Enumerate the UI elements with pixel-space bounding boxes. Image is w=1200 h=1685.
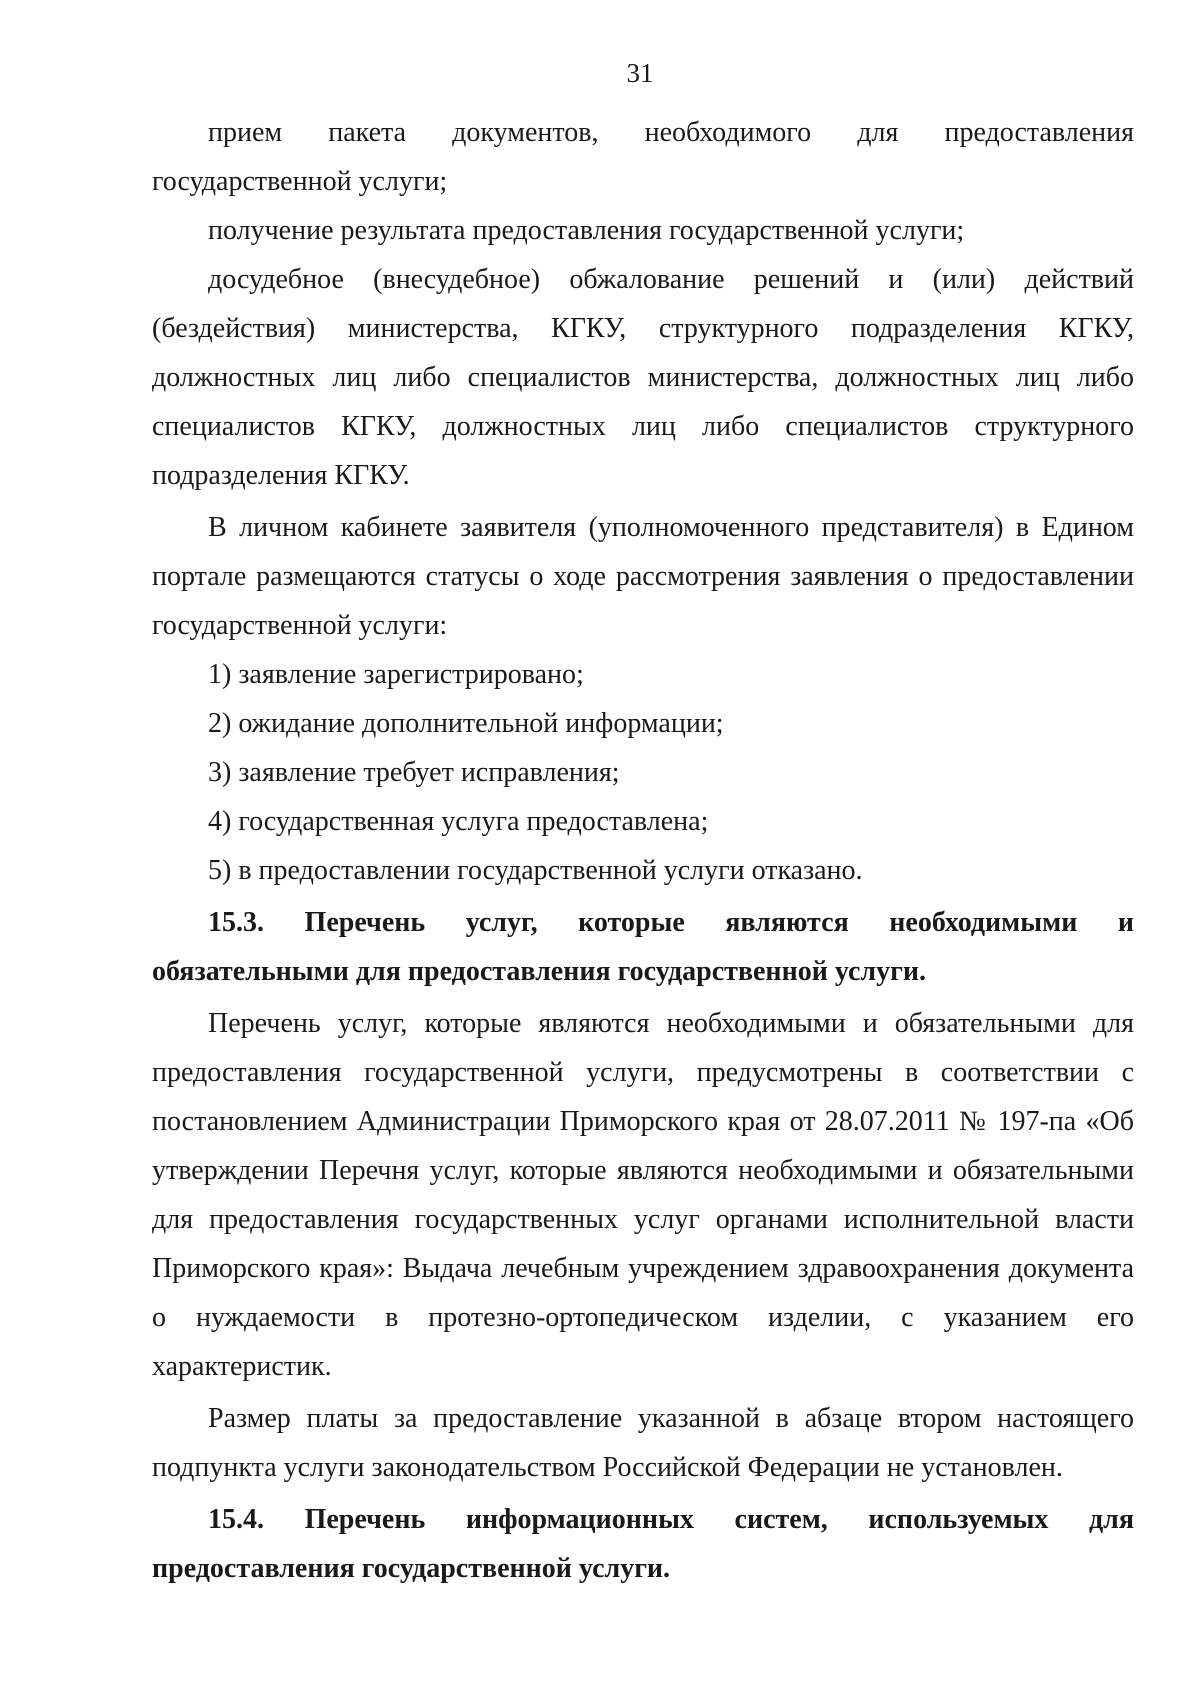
- paragraph-pretrial-appeal: досудебное (внесудебное) обжалование решений и (или) действий (бездействия) министерства, КГКУ, структурного подразделения КГКУ, должностных лиц либо специалистов министерства, должностных лиц либо специалистов КГКУ, должностных лиц либо специалистов структурного подразделения КГКУ.: [152, 264, 1134, 491]
- section-heading-15-4: 15.4. Перечень информационных систем, используемых для предоставления государственной услуги.: [152, 1504, 1134, 1584]
- status-list-item: 4) государственная услуга предоставлена;: [208, 806, 709, 837]
- status-list-item: 2) ожидание дополнительной информации;: [208, 708, 724, 739]
- section-heading-15-3: 15.3. Перечень услуг, которые являются необходимыми и обязательными для предоставления государственной услуги.: [152, 907, 1134, 987]
- page-number: 31: [626, 58, 654, 88]
- paragraph-document-package: прием пакета документов, необходимого для предоставления государственной услуги;: [152, 117, 1134, 197]
- status-list: [152, 650, 1134, 895]
- paragraph-fee-amount: Размер платы за предоставление указанной в абзаце втором настоящего подпункта услуги законодательством Российской Федерации не установлен.: [152, 1403, 1134, 1483]
- paragraph-services-list: Перечень услуг, которые являются необходимыми и обязательными для предоставления государственной услуги, предусмотрены в соответствии с постановлением Администрации Приморского края от 28.07.2011 № 197-па «Об утверждении Перечня услуг, которые являются необходимыми и обязательными для предоставления государственных услуг органами исполнительной власти Приморского края»: Выдача лечебным учреждением здравоохранения документа о нуждаемости в протезно-ортопедическом изделии, с указанием его характеристик.: [152, 1008, 1134, 1382]
- status-list-item: 5) в предоставлении государственной услуги отказано.: [208, 855, 863, 886]
- paragraph-result-receipt: получение результата предоставления государственной услуги;: [208, 215, 965, 246]
- document-body: [152, 108, 1134, 1593]
- paragraph-personal-account: В личном кабинете заявителя (уполномоченного представителя) в Едином портале размещаются статусы о ходе рассмотрения заявления о предоставлении государственной услуги:: [152, 512, 1134, 641]
- status-list-item: 3) заявление требует исправления;: [208, 757, 620, 788]
- status-list-item: 1) заявление зарегистрировано;: [208, 659, 584, 690]
